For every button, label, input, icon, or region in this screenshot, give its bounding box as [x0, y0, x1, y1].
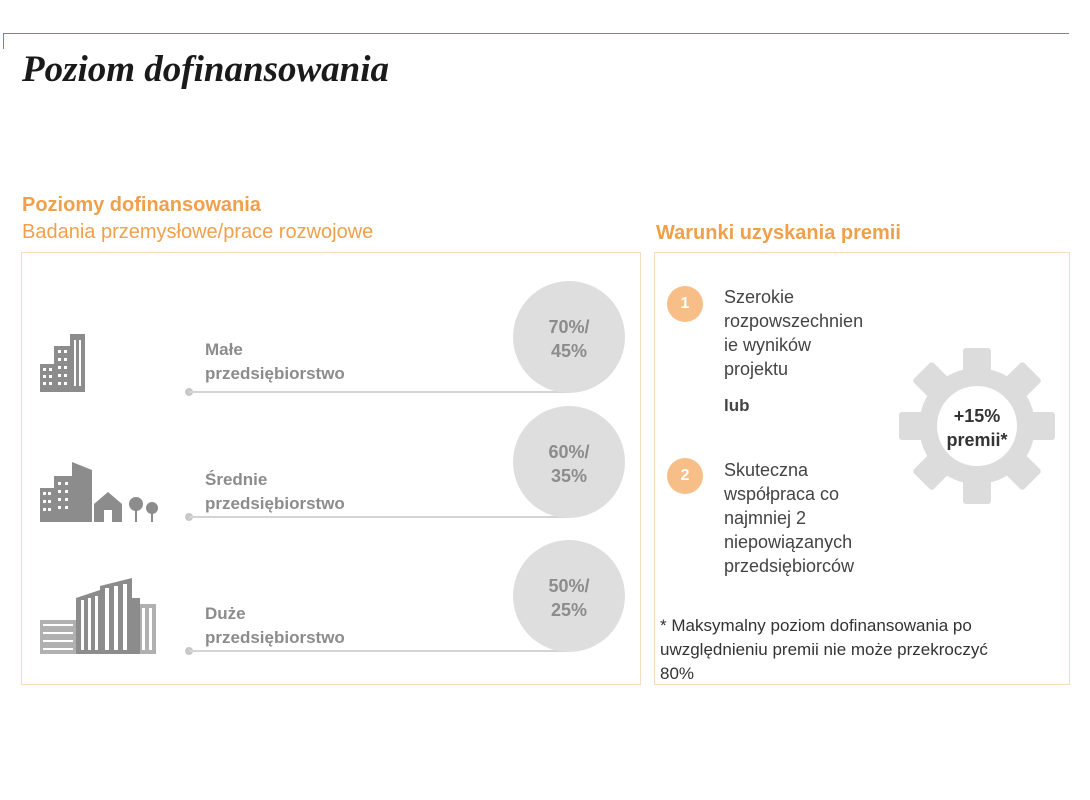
or-text: lub — [724, 396, 750, 415]
pct-circle-large: 50%/ 25% — [513, 540, 625, 652]
page-title: Poziom dofinansowania — [22, 49, 390, 90]
left-section-subtitle: Badania przemysłowe/prace rozwojowe — [22, 221, 374, 243]
header-rule-tick — [3, 33, 4, 49]
pct-circle-small: 70%/ 45% — [513, 281, 625, 393]
bonus-value: +15% premii* — [946, 406, 1008, 450]
small-building-icon — [40, 334, 88, 392]
condition-badge-1: 1 — [667, 286, 703, 322]
left-section-title: Poziomy dofinansowania — [22, 194, 261, 216]
right-section-title: Warunki uzyskania premii — [656, 222, 901, 244]
condition-text-1: Szerokie rozpowszechnien ie wyników projektu — [724, 287, 864, 379]
condition-text-2: Skuteczna współpraca co najmniej 2 niepowiązanych przedsiębiorców — [724, 460, 855, 576]
condition-badge-2: 2 — [667, 458, 703, 494]
header-rule — [3, 33, 1069, 34]
large-buildings-icon — [40, 578, 158, 654]
tier-line-medium — [189, 516, 569, 518]
pct-circle-medium: 60%/ 35% — [513, 406, 625, 518]
medium-building-icon — [40, 462, 162, 522]
tier-line-large — [189, 650, 569, 652]
tier-label-large: Duże przedsiębiorstwo — [205, 604, 345, 647]
tier-line-small — [189, 391, 569, 393]
footnote: * Maksymalny poziom dofinansowania po uwzględnieniu premii nie może przekroczyć 80% — [660, 616, 988, 683]
tier-label-medium: Średnie przedsiębiorstwo — [205, 470, 345, 513]
tier-label-small: Małe przedsiębiorstwo — [205, 340, 345, 383]
